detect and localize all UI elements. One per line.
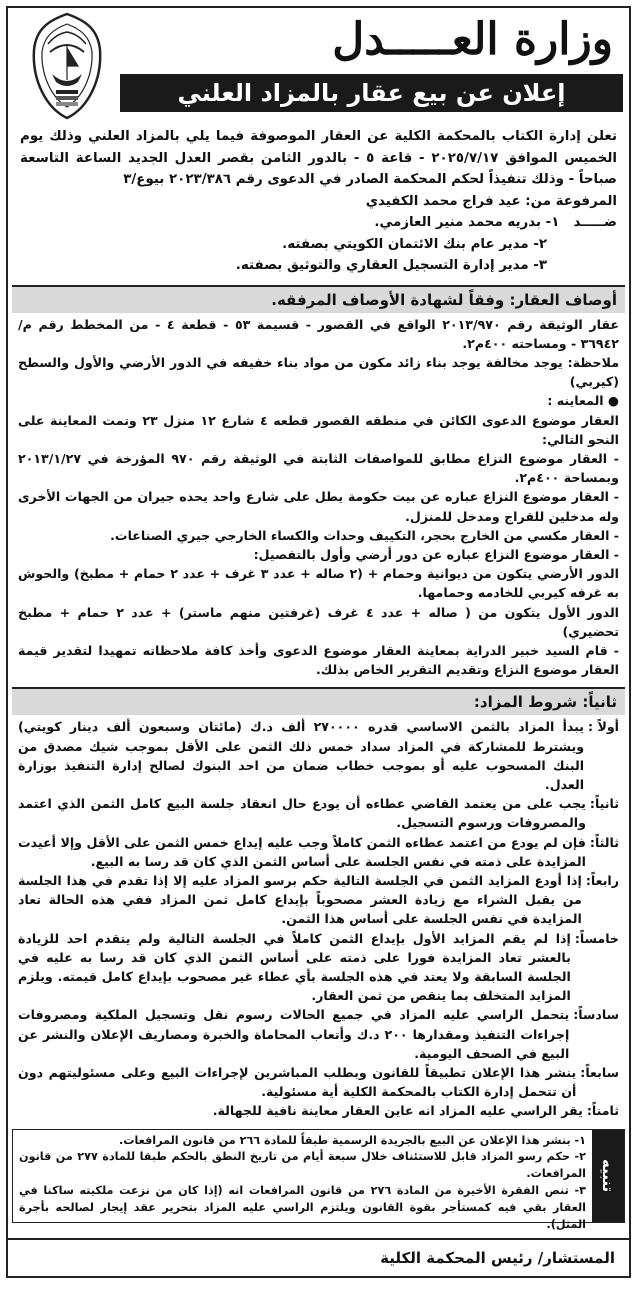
description-paragraph: - العقار موضوع النزاع مطابق للمواصفات الثابتة في الوثيقة رقم ٩٧٠ المؤرخة في ٢٠١٣/١/٢٧ وبمساحة ٤٠٠م٢. [18,450,619,486]
description-paragraph: - العقار مكسي من الخارج بحجر، التكييف وحدات والكساء الخارجي جيري الصناعات. [110,527,619,543]
alert-item: ١- بنشر هذا الإعلان عن البيع بالجريدة الرسمية طبقاً للمادة ٢٦٦ من قانون المرافعات. [118,1133,586,1147]
auction-notice [6,6,631,1278]
description-paragraph: - العقار موضوع النزاع عباره عن دور أرضي وأول بالتفصيل: [253,546,619,562]
alert-label: تنبيه [599,1159,617,1193]
condition-label: سابعاً: [580,1065,619,1081]
condition-label: ثانياً: [589,796,619,812]
condition-text: إذا لم يقم المزايد الأول بإيداع الثمن كاملاً في الجلسة التالية ولم يتقدم احد للزيادة بالعشر تعاد المزايدة فورا على ذمته على أساس الثمن الذي كان قد رسا به عليه في الجلسة السابقة ولا يعتد في هذه الجلسة بأي عطاء غير مصحوب بإيداع كامل قيمته. ويلزم المزايد المتخلف بما ينقص من ثمن العقار. [18,930,571,1004]
alert-item: ٢- حكم رسو المزاد قابل للاستئناف خلال سبعة أيام من تاريخ النطق بالحكم طبقا للمادة ٢٧٧ من قانون المرافعات. [19,1150,586,1181]
condition-text: يتحمل الراسي عليه المزاد في جميع الحالات رسوم نقل وتسجيل الملكية ومصروفات إجراءات التنفيذ ومقدارها ٢٠٠ د.ك وأتعاب المحاماة والخبرة ومصاريف الإعلان والنشر عن البيع في الصحف اليومية. [18,1007,570,1061]
description-paragraph: - العقار موضوع النزاع عباره عن بيت حكومة يطل على شارع واحد يحده جيران من الجهات الأخرى وله مدخلين للقراج ومدخل للمنزل. [18,489,619,524]
condition-item [18,717,619,794]
alert-list [19,1133,586,1234]
intro-text: تعلن إدارة الكتاب بالمحكمة الكلية عن العقار الموصوفة فيما يلي بالمزاد العلني وذلك يوم الخميس الموافق ٢٠٢٥/٧/١٧ - قاعة ٥ - بالدور الثامن بقصر العدل الجديد الساعة التاسعة صباحاً - وذلك تنفيذاً لحكم المحكمة الصادر في الدعوى رقم ٢٠٢٣/٣٨٦ بيوع/٣ [20,129,617,187]
description-paragraph: ملاحظة: يوجد مخالفة يوجد بناء زائد مكون من مواد بناء خفيفه في الدور الأرضي والأول والسطح (كيربي) [18,354,619,390]
description-paragraph: عقار الوثيقة رقم ٢٠١٣/٩٧٠ الواقع في القصور - قسيمة ٥٣ - قطعة ٤ - من المخطط رقم م/٣٦٩٤٢ - ومساحته ٤٠٠م٢. [18,316,619,351]
notice-intro [8,126,629,191]
condition-text: ينشر هذا الإعلان تطبيقاً للقانون وبطلب المباشرين لإجراءات البيع وعلى مسئوليتهم دون أن تتحمل إدارة الكتاب بالمحكمة الكلية أية مسئولية. [18,1065,577,1100]
condition-item [18,1005,619,1063]
notice-banner: إعلان عن بيع عقار بالمزاد العلني [120,74,623,112]
notice-header [8,8,629,126]
condition-item [18,833,619,871]
condition-label: سادساً: [573,1007,619,1023]
description-paragraph: ● المعاينه : [547,393,619,409]
condition-text: يجب على من يعتمد القاضي عطاءه أن يودع حال انعقاد جلسة البيع كامل الثمن الذي اعتمد والمصروفات ورسوم التسجيل. [18,796,586,831]
against-label: ضـــــد [573,215,617,230]
condition-label: أولاً : [588,719,619,735]
parties-block [8,191,629,277]
condition-item [18,1063,619,1101]
condition-text: يبدأ المزاد بالثمن الاساسي قدره ٢٧٠٠٠٠ ألف د.ك (مائتان وسبعون ألف دينار كويتي) ويشترط للمشاركة في المزاد سداد خمس ذلك الثمن على الأقل بموجب شيك مصدق من البنك المسحوب عليه أو بموجب خطاب ضمان من احد البنوك لصالح إدارة التنفيذ بوزارة العدل. [18,719,585,792]
description-paragraph: الدور الأرضي يتكون من ديوانية وحمام + (٢ صاله + عدد ٣ غرف + عدد ٢ حمام + مطبخ) والحوش به غرفه كيربي للخادمه وحمامها. [18,566,619,601]
condition-label: خامساً: [574,930,619,946]
description-paragraph: - قام السيد خبير الدراية بمعاينة العقار موضوع الدعوى وأخذ كافة ملاحظاته تمهيدا لتقدير قيمة العقار موضوع النزاع وتقديم التقرير الخاص بذلك. [18,642,619,678]
auction-conditions [8,715,629,1120]
defendant-2: ٢- مدير عام بنك الائتمان الكويتي بصفته. [282,236,548,252]
defendant-1: ١- بدريه محمد منير العازمي. [374,215,560,230]
condition-item [18,929,619,1006]
alert-side-label [592,1130,624,1222]
condition-text: إذا أودع المزايد الثمن في الجلسة التالية حكم برسو المزاد عليه إلا إذا تقدم في هذا الجلسة من يقبل الشراء مع زيادة العشر مصحوباً بإيداع كامل ثمن المزاد ففي هذه الحالة تعاد المزايدة في نفس الجلسة على أساس هذا الثمن. [18,872,582,927]
condition-text: يقر الراسي عليه المزاد انه عاين العقار معاينة نافية للجهالة. [212,1103,583,1119]
notice-alerts-box [12,1129,625,1231]
defendant-line-3 [20,255,617,277]
signature-line: المستشار/ رئيس المحكمة الكلية [8,1238,629,1276]
condition-label: رابعاً: [585,872,619,888]
kuwait-emblem-icon [26,10,108,122]
description-paragraph: الدور الأول يتكون من ( صاله + عدد ٤ غرف (غرفتين منهم ماستر) + عدد ٢ حمام + مطبخ تحضيري) [18,604,619,639]
condition-label: ثامناً: [586,1103,619,1119]
condition-item [18,1101,619,1120]
defendant-3: ٣- مدير إدارة التسجيل العقاري والتوثيق بصفته. [235,258,548,273]
defendant-line-2 [20,234,617,256]
condition-item [18,794,619,832]
condition-text: فإن لم يودع من اعتمد عطاءه الثمن كاملاً وجب عليه إيداع خمس الثمن على الأقل وإلا أعيدت المزايدة على ذمته في نفس الجلسة على أساس الثمن الذي كان قد رسا به البيع. [18,834,586,869]
plaintiff-line: المرفوعة من: عيد فراج محمد الكفيدي [365,193,617,209]
ministry-title: وزارة العـــــدل [332,14,613,65]
property-description-heading: أوصاف العقار: وفقاً لشهادة الأوصاف المرفقه. [12,285,625,313]
description-paragraph: العقار موضوع الدعوى الكائن في منطقه القصور قطعه ٤ شارع ١٢ منزل ٢٣ وتمت المعاينة على النحو التالي: [18,412,619,447]
condition-item [18,871,619,929]
property-description [8,313,629,680]
condition-label: ثالثاً: [589,834,619,850]
defendant-line-1 [20,212,617,234]
auction-conditions-heading: ثانياً: شروط المزاد: [12,687,625,715]
alert-item: ٣- تنص الفقرة الأخيرة من المادة ٢٧٦ من قانون المرافعات انه (إذا كان من نزعت ملكيته ساكنا في العقار بقي فيه كمستأجر بقوة القانون ويلتزم الراسي عليه المزاد بتحرير عقد إيجار لصالحه بأجرة المثل). [19,1184,586,1231]
